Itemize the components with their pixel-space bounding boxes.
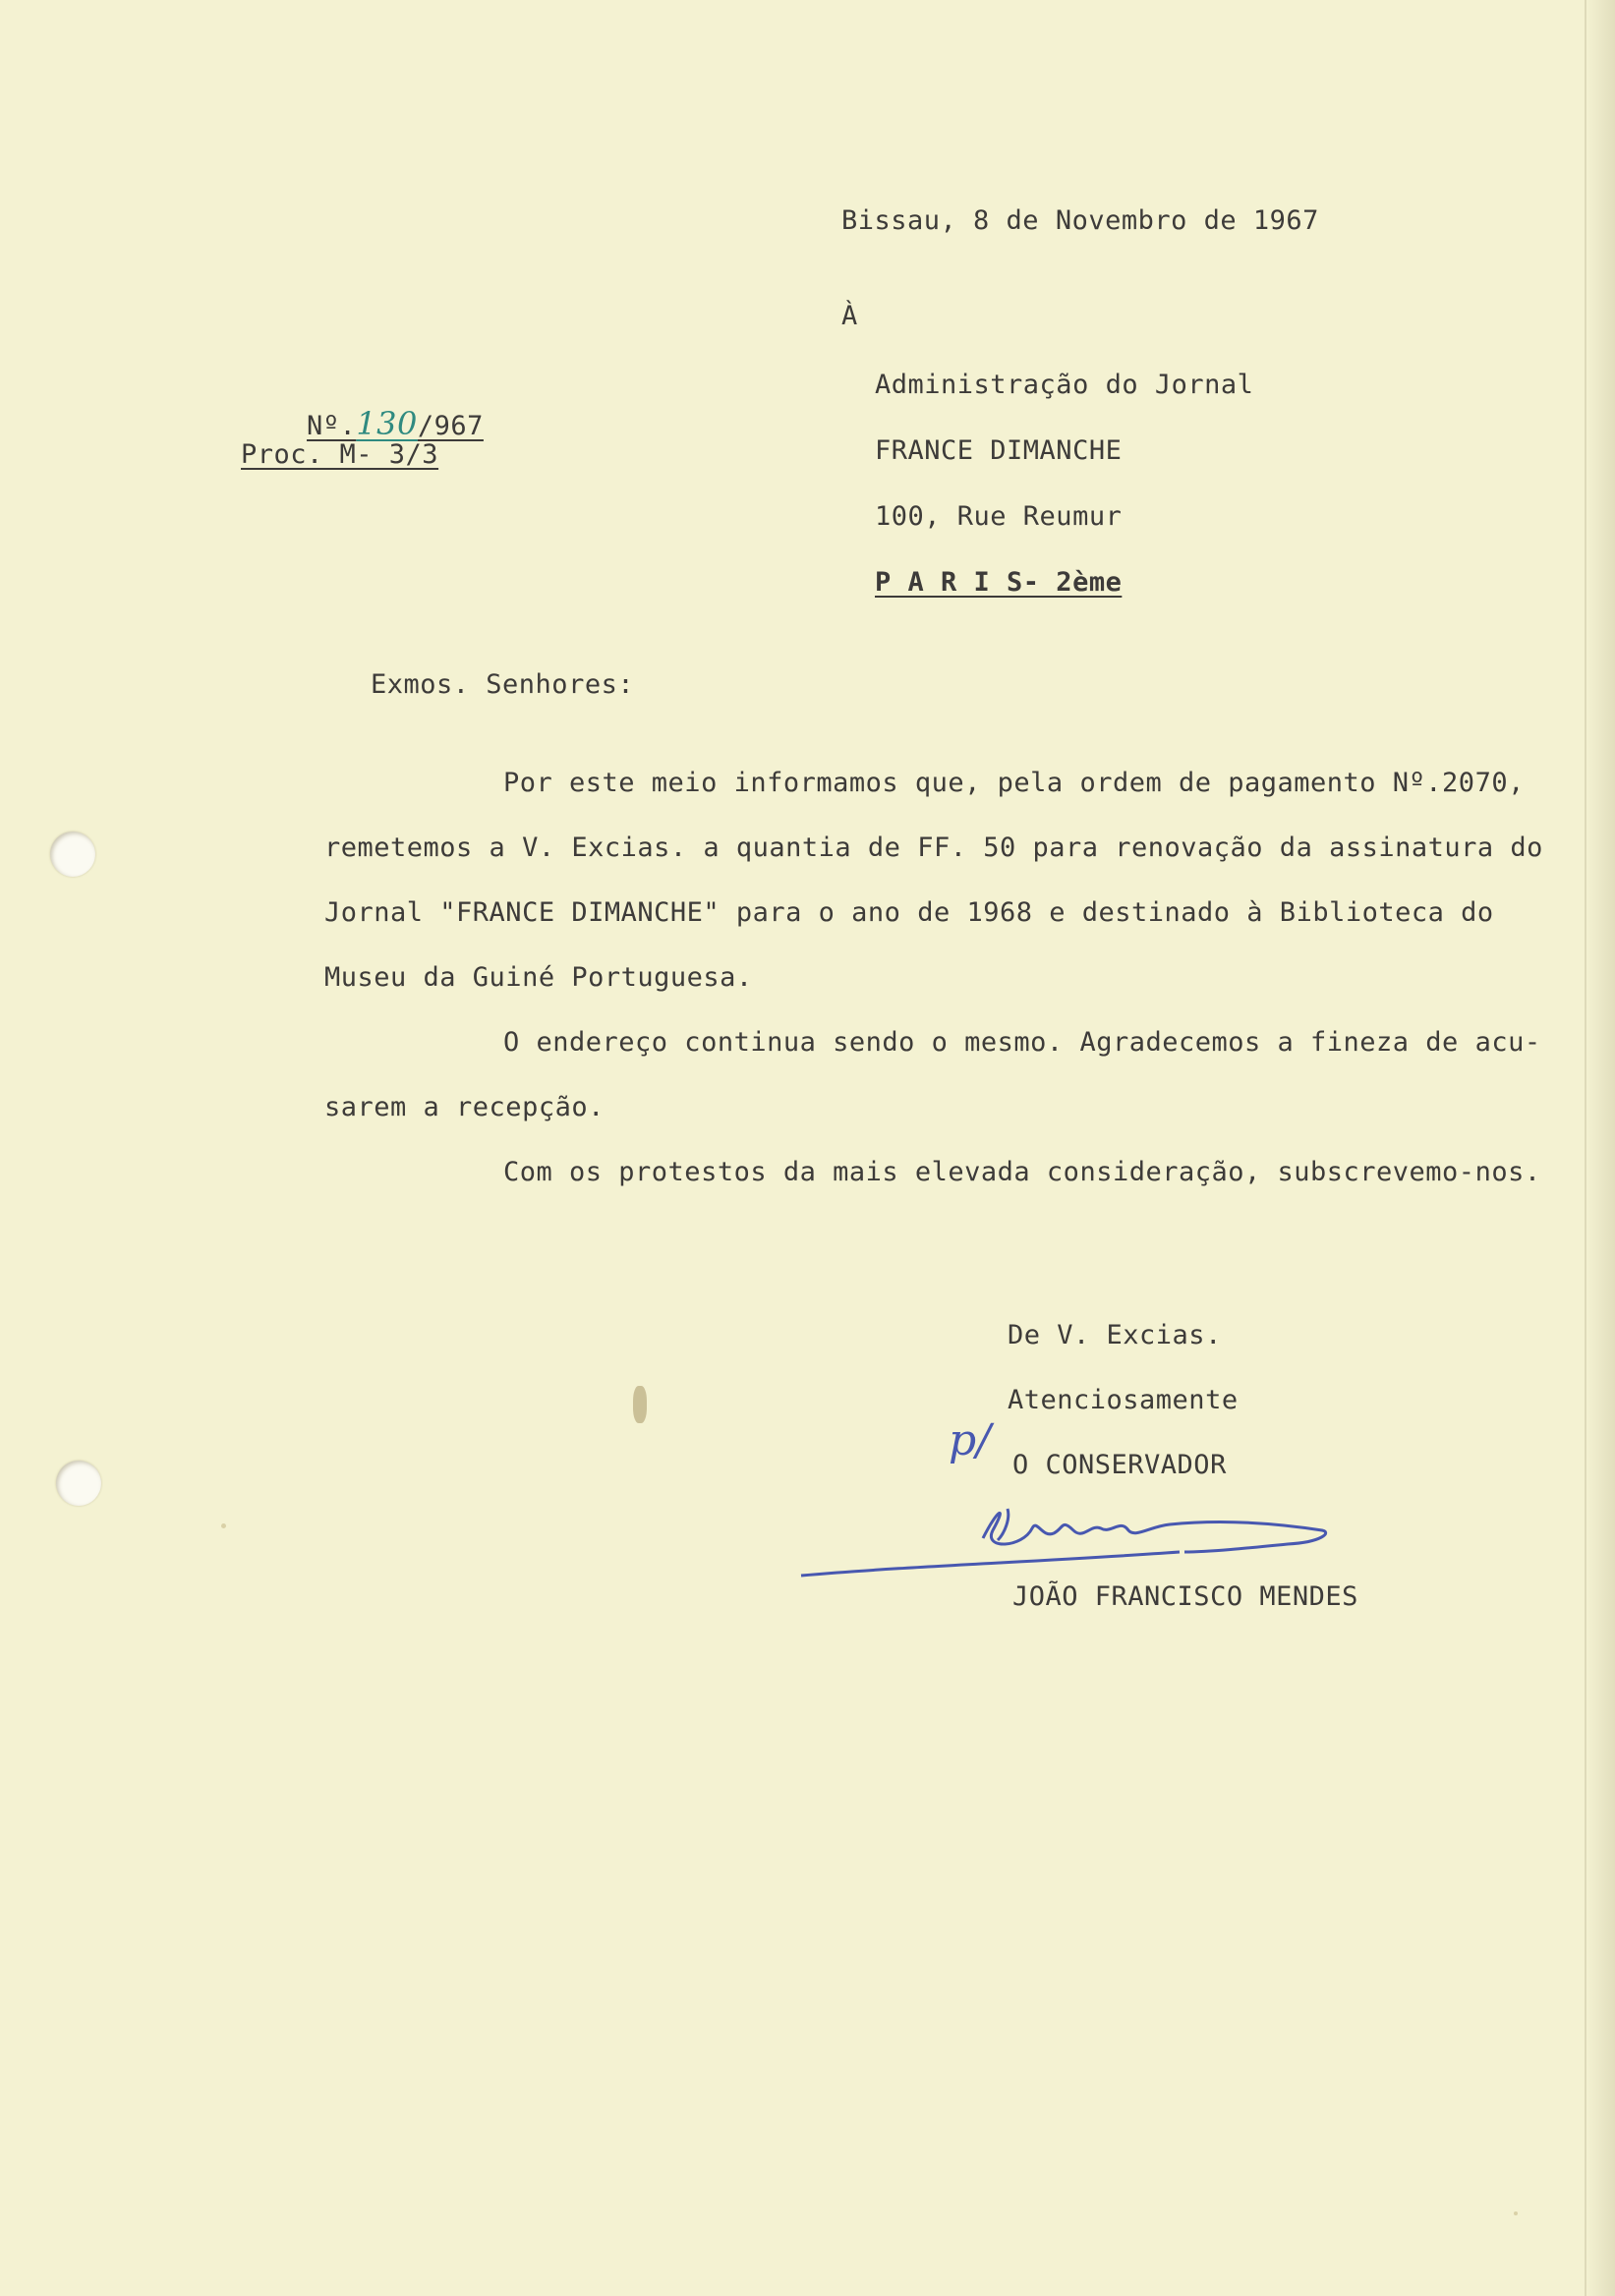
punch-hole-icon — [56, 1461, 101, 1506]
place-date: Bissau, 8 de Novembro de 1967 — [841, 205, 1319, 236]
handwritten-pp: p/ — [949, 1415, 991, 1465]
body-p1-line1: Por este meio informamos que, pela ordem de pagamento Nº.2070, — [503, 768, 1525, 798]
process-number: Proc. M- 3/3 — [241, 439, 439, 470]
recipient-line4: P A R I S- 2ème — [875, 567, 1123, 598]
body-p3-line1: Com os protestos da mais elevada consideração, subscrevemo-nos. — [503, 1157, 1541, 1187]
reference-number-prefix: Nº. — [307, 411, 357, 441]
reference-number-handwritten: 130 — [356, 405, 418, 442]
reference-number-suffix: /967 — [417, 411, 484, 441]
signature-icon — [796, 1479, 1347, 1587]
signatory-name: JOÃO FRANCISCO MENDES — [1012, 1581, 1358, 1612]
body-p1-line2: remetemos a V. Excias. a quantia de FF. 50 para renovação da assinatura do — [324, 832, 1543, 863]
body-p2-line2: sarem a recepção. — [324, 1092, 605, 1122]
greeting: Exmos. Senhores: — [371, 669, 635, 700]
punch-hole-icon — [50, 832, 95, 877]
closing-line2: Atenciosamente — [1008, 1385, 1239, 1415]
recipient-line3: 100, Rue Reumur — [875, 501, 1123, 532]
body-p1-line4: Museu da Guiné Portuguesa. — [324, 962, 753, 993]
closing-title: O CONSERVADOR — [1012, 1450, 1227, 1480]
body-p2-line1: O endereço continua sendo o mesmo. Agradecemos a fineza de acu- — [503, 1027, 1541, 1058]
closing-line1: De V. Excias. — [1008, 1320, 1222, 1350]
salutation-marker: À — [841, 301, 858, 331]
paper-stain — [633, 1386, 647, 1423]
page-edge-shadow — [1586, 0, 1615, 2296]
recipient-line1: Administração do Jornal — [875, 370, 1254, 400]
recipient-line2: FRANCE DIMANCHE — [875, 435, 1123, 466]
paper-stain — [1514, 2211, 1518, 2215]
body-p1-line3: Jornal "FRANCE DIMANCHE" para o ano de 1968 e destinado à Biblioteca do — [324, 897, 1494, 928]
paper-stain — [221, 1523, 226, 1528]
